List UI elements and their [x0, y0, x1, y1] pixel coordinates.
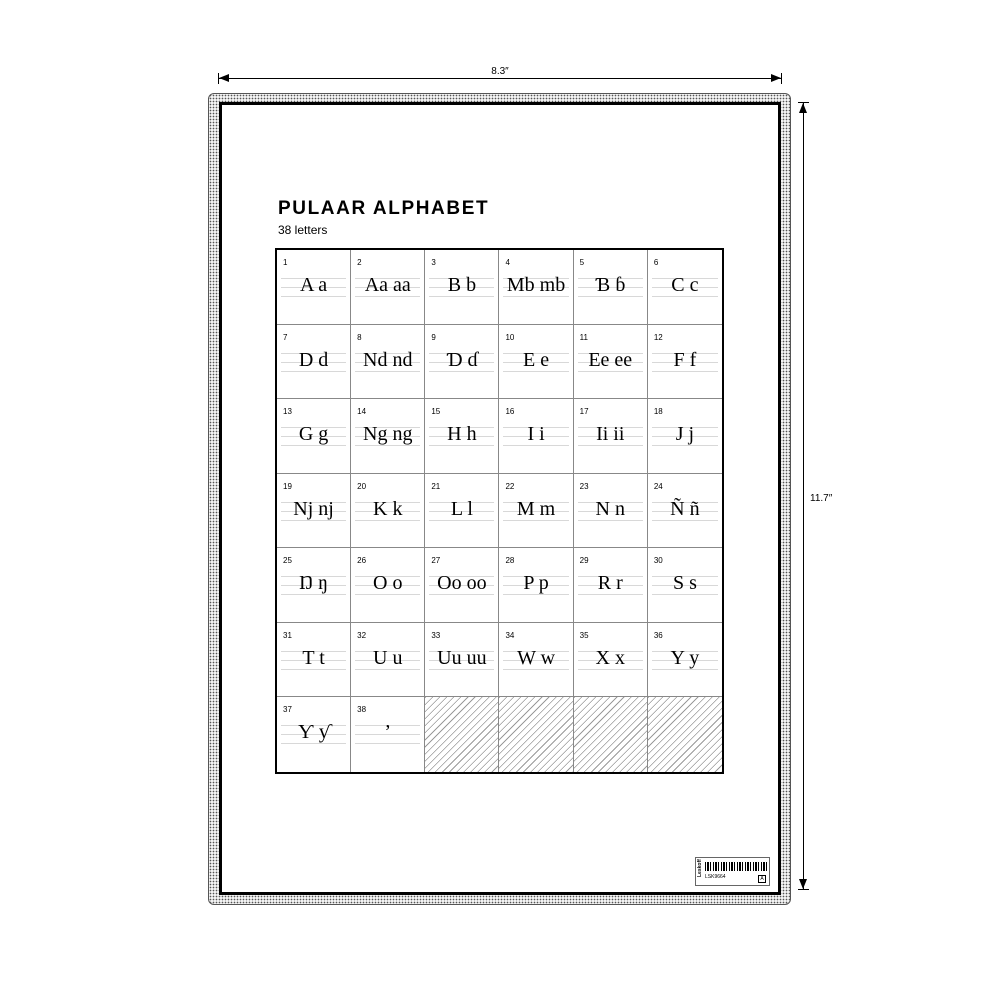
letter-number: 32 — [357, 630, 367, 640]
letter-cell — [574, 399, 648, 474]
letter-number: 3 — [431, 258, 436, 267]
letter-number: 12 — [653, 332, 663, 342]
letter-number: 16 — [505, 407, 515, 417]
letter-number: 23 — [579, 481, 589, 491]
letter-glyph: Nj nj — [293, 497, 334, 520]
letter-cell — [277, 325, 351, 400]
letter-glyph: S s — [672, 572, 697, 595]
letter-glyph: A a — [299, 274, 328, 296]
letter-number: 13 — [283, 407, 292, 417]
letter-cell — [277, 697, 351, 772]
brand-name: Leskoff — [697, 859, 703, 877]
arrow-up-icon — [799, 103, 807, 113]
letter-number: 1 — [283, 258, 288, 267]
height-dimension-label: 11.7″ — [810, 493, 833, 504]
letter-cell — [277, 474, 351, 549]
empty-hatched-cell — [648, 697, 722, 772]
letter-number: 10 — [505, 332, 515, 342]
letter-cell — [499, 474, 573, 549]
letter-glyph: Ɓ ɓ — [595, 274, 626, 296]
letter-number: 14 — [357, 407, 367, 417]
letter-cell — [648, 399, 722, 474]
letter-glyph: Ee ee — [588, 348, 633, 371]
letter-glyph: X x — [595, 646, 625, 669]
empty-hatched-cell — [425, 697, 499, 772]
letter-glyph: B b — [447, 274, 477, 296]
letter-cell — [499, 548, 573, 623]
letter-number: 15 — [431, 407, 441, 417]
letter-glyph: H h — [447, 423, 477, 446]
letter-number: 36 — [653, 630, 663, 640]
letter-number: 21 — [431, 481, 441, 491]
letter-glyph: F f — [673, 348, 697, 371]
letter-cell — [351, 474, 425, 549]
letter-glyph: Nd nd — [363, 348, 413, 371]
letter-number: 25 — [283, 556, 292, 566]
letter-cell — [425, 548, 499, 623]
letter-glyph: Ii ii — [596, 423, 625, 446]
letter-cell — [499, 623, 573, 698]
letter-glyph: Aa aa — [364, 274, 411, 296]
width-dimension-label: 8.3″ — [491, 66, 509, 77]
alphabet-grid — [275, 248, 724, 774]
letter-cell — [648, 325, 722, 400]
letter-cell — [277, 623, 351, 698]
letter-cell — [499, 399, 573, 474]
letter-number: 37 — [283, 705, 292, 715]
letter-number: 24 — [653, 481, 663, 491]
letter-number: 27 — [431, 556, 441, 566]
letter-cell — [425, 325, 499, 400]
letter-glyph: Ŋ ŋ — [299, 572, 329, 595]
letter-cell — [351, 697, 425, 772]
arrow-down-icon — [799, 879, 807, 889]
arrow-right-icon — [771, 74, 781, 82]
letter-glyph: Oo oo — [437, 572, 487, 595]
letter-number: 20 — [357, 481, 367, 491]
letter-glyph: T t — [302, 646, 325, 669]
letter-glyph: C c — [671, 274, 699, 296]
letter-glyph: L l — [450, 497, 473, 520]
letter-number: 9 — [431, 332, 436, 342]
letter-glyph: ’ — [384, 721, 392, 744]
letter-cell — [277, 250, 351, 325]
letter-cell — [425, 399, 499, 474]
letter-number: 2 — [357, 258, 362, 267]
letter-cell — [351, 548, 425, 623]
letter-glyph: M m — [516, 497, 556, 520]
empty-hatched-cell — [574, 697, 648, 772]
letter-glyph: W w — [517, 646, 556, 669]
letter-cell — [648, 474, 722, 549]
letter-number: 31 — [283, 630, 292, 640]
letter-cell — [277, 548, 351, 623]
letter-cell — [499, 250, 573, 325]
letter-glyph: Y y — [670, 646, 700, 669]
letter-cell — [351, 399, 425, 474]
letter-number: 7 — [283, 332, 288, 342]
letter-number: 11 — [579, 332, 588, 342]
letter-cell — [574, 548, 648, 623]
letter-number: 33 — [431, 630, 441, 640]
letter-glyph: D d — [298, 348, 329, 371]
letter-glyph: K k — [373, 497, 403, 520]
letter-cell — [648, 548, 722, 623]
letter-number: 26 — [357, 556, 367, 566]
letter-glyph: P p — [523, 572, 549, 595]
height-dimension-line — [803, 102, 805, 890]
letter-cell — [648, 250, 722, 325]
letter-cell — [574, 250, 648, 325]
letter-number: 17 — [579, 407, 589, 417]
letter-cell — [425, 250, 499, 325]
letter-number: 34 — [505, 630, 515, 640]
letter-cell — [425, 623, 499, 698]
barcode-icon — [705, 862, 767, 871]
letter-number: 8 — [357, 332, 362, 342]
letter-glyph: I i — [527, 423, 545, 446]
poster-subtitle: 38 letters — [278, 223, 328, 237]
letter-number: 38 — [357, 705, 367, 715]
letter-cell — [499, 325, 573, 400]
product-label — [695, 857, 770, 886]
letter-glyph: O o — [373, 572, 403, 595]
letter-cell — [574, 325, 648, 400]
letter-cell — [351, 325, 425, 400]
letter-glyph: J j — [675, 423, 695, 446]
letter-cell — [574, 474, 648, 549]
letter-glyph: U u — [373, 646, 403, 669]
letter-cell — [574, 623, 648, 698]
letter-glyph: R r — [597, 572, 623, 595]
letter-glyph: G g — [298, 423, 329, 446]
letter-number: 30 — [653, 556, 663, 566]
letter-cell — [351, 623, 425, 698]
letter-number: 4 — [505, 258, 510, 267]
letter-cell — [648, 623, 722, 698]
letter-glyph: Ng ng — [363, 423, 413, 446]
letter-cell — [351, 250, 425, 325]
product-code: LSK9664 — [705, 874, 726, 880]
letter-number: 22 — [505, 481, 515, 491]
letter-glyph: Ñ ñ — [670, 497, 700, 520]
letter-number: 5 — [579, 258, 585, 267]
empty-hatched-cell — [499, 697, 573, 772]
letter-number: 35 — [579, 630, 589, 640]
letter-cell — [277, 399, 351, 474]
letter-glyph: N n — [595, 497, 625, 520]
poster-title: PULAAR ALPHABET — [278, 198, 490, 219]
letter-glyph: Ɗ ɗ — [446, 348, 478, 371]
letter-number: 29 — [579, 556, 589, 566]
letter-glyph: Mb mb — [506, 274, 566, 296]
revision-badge: A — [758, 875, 766, 883]
width-dimension-line — [218, 78, 782, 80]
arrow-left-icon — [219, 74, 229, 82]
letter-glyph: E e — [523, 348, 550, 371]
letter-number: 28 — [505, 556, 515, 566]
letter-number: 18 — [653, 407, 663, 417]
letter-number: 6 — [653, 258, 659, 267]
letter-glyph: Ƴ ƴ — [298, 721, 329, 744]
letter-cell — [425, 474, 499, 549]
letter-number: 19 — [283, 481, 292, 491]
letter-glyph: Uu uu — [437, 646, 487, 669]
